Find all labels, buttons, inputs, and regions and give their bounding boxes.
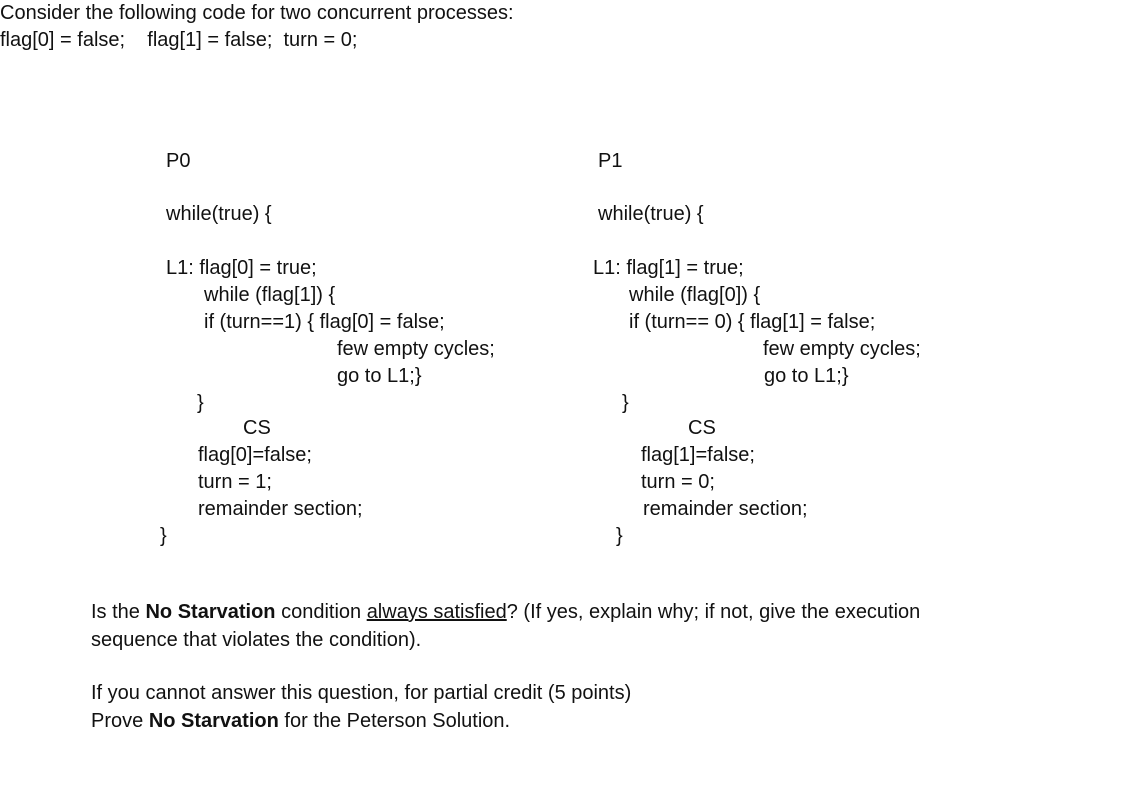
p1-goto: go to L1;} bbox=[764, 365, 849, 387]
p1-reset-flag: flag[1]=false; bbox=[641, 444, 755, 466]
intro bbox=[0, 0, 1148, 54]
p0-if: if (turn==1) { flag[0] = false; bbox=[204, 311, 445, 333]
p0-cycles: few empty cycles; bbox=[337, 338, 495, 360]
p1-title: P1 bbox=[598, 150, 623, 172]
partial-credit bbox=[91, 679, 631, 735]
partial-line-2: Prove No Starvation for the Peterson Solution. bbox=[91, 710, 511, 732]
question-line-2: sequence that violates the condition). bbox=[91, 629, 422, 651]
p1-cs: CS bbox=[688, 417, 716, 439]
p1-turn: turn = 0; bbox=[641, 471, 715, 493]
p0-remainder: remainder section; bbox=[198, 498, 363, 520]
p1-cycles: few empty cycles; bbox=[763, 338, 921, 360]
question bbox=[91, 598, 920, 654]
p1-inner-while: while (flag[0]) { bbox=[629, 284, 761, 306]
question-line-1: Is the No Starvation condition always satisfied? (If yes, explain why; if not, give the execution bbox=[91, 601, 921, 623]
p0-title: P0 bbox=[166, 150, 191, 172]
intro-line-1: Consider the following code for two concurrent processes: bbox=[0, 2, 514, 24]
p0-turn: turn = 1; bbox=[198, 471, 272, 493]
p1-l1: L1: flag[1] = true; bbox=[593, 257, 744, 279]
p1-if: if (turn== 0) { flag[1] = false; bbox=[629, 311, 876, 333]
p0-reset-flag: flag[0]=false; bbox=[198, 444, 312, 466]
question-underlined-term: always satisfied bbox=[366, 601, 507, 623]
question-bold-term: No Starvation bbox=[145, 601, 276, 623]
p1-close-inner: } bbox=[622, 392, 629, 414]
intro-line-2: flag[0] = false; flag[1] = false; turn = 0; bbox=[0, 29, 358, 51]
p0-inner-while: while (flag[1]) { bbox=[204, 284, 336, 306]
p0-l1: L1: flag[0] = true; bbox=[166, 257, 317, 279]
p0-close-inner: } bbox=[197, 392, 204, 414]
p0-goto: go to L1;} bbox=[337, 365, 422, 387]
p0-close-outer: } bbox=[160, 525, 167, 547]
partial-line-1: If you cannot answer this question, for partial credit (5 points) bbox=[91, 682, 632, 704]
p0-while: while(true) { bbox=[166, 203, 272, 225]
p1-while: while(true) { bbox=[598, 203, 704, 225]
p0-cs: CS bbox=[243, 417, 271, 439]
p1-remainder: remainder section; bbox=[643, 498, 808, 520]
partial-bold-term: No Starvation bbox=[148, 710, 279, 732]
p1-close-outer: } bbox=[616, 525, 623, 547]
